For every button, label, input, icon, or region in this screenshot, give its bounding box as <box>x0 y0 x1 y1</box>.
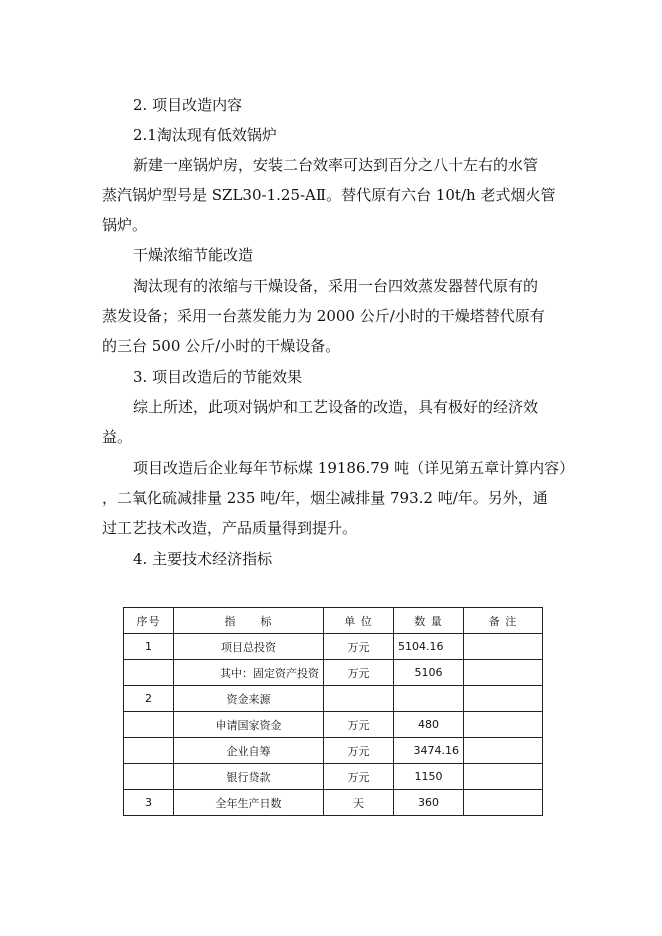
cell-unit: 万元 <box>324 738 394 764</box>
sub-heading: 干燥浓缩节能改造 <box>133 246 254 264</box>
para2-line1: 淘汰现有的浓缩与干燥设备，采用一台四效蒸发器替代原有的 <box>133 277 539 295</box>
para3-line1: 综上所述，此项对锅炉和工艺设备的改造，具有极好的经济效 <box>133 398 539 416</box>
cell-no <box>124 660 174 686</box>
cell-unit: 万元 <box>324 764 394 790</box>
cell-qty: 5106 <box>394 660 464 686</box>
table-row <box>124 660 543 686</box>
table-row <box>124 790 543 816</box>
header-item: 指 标 <box>174 608 324 634</box>
header-note: 备 注 <box>464 608 543 634</box>
heading-3: 3. 项目改造后的节能效果 <box>133 368 303 386</box>
cell-unit: 万元 <box>324 660 394 686</box>
para2-line3: 的三台 500 公斤/小时的干燥设备。 <box>102 337 341 355</box>
cell-note <box>464 712 543 738</box>
cell-no <box>124 712 174 738</box>
cell-unit: 万元 <box>324 712 394 738</box>
cell-note <box>464 686 543 712</box>
cell-qty: 1150 <box>394 764 464 790</box>
cell-item: 资金来源 <box>174 686 324 712</box>
cell-item: 全年生产日数 <box>174 790 324 816</box>
cell-qty: 5104.16 <box>394 634 464 660</box>
table-row <box>124 686 543 712</box>
heading-2: 2. 项目改造内容 <box>133 96 243 114</box>
cell-note <box>464 660 543 686</box>
cell-no: 3 <box>124 790 174 816</box>
table-row <box>124 738 543 764</box>
table-row <box>124 634 543 660</box>
cell-qty: 360 <box>394 790 464 816</box>
para3-line2: 益。 <box>102 428 133 446</box>
cell-item: 申请国家资金 <box>174 712 324 738</box>
cell-qty: 3474.16 <box>394 738 464 764</box>
heading-4: 4. 主要技术经济指标 <box>133 550 273 568</box>
cell-no: 1 <box>124 634 174 660</box>
cell-qty <box>394 686 464 712</box>
table-row <box>124 712 543 738</box>
cell-note <box>464 764 543 790</box>
table-header-row <box>124 608 543 634</box>
cell-item: 银行贷款 <box>174 764 324 790</box>
table-row <box>124 764 543 790</box>
cell-unit: 天 <box>324 790 394 816</box>
para1-line2: 蒸汽锅炉型号是 SZL30-1.25-AⅡ。替代原有六台 10t/h 老式烟火管 <box>102 186 556 204</box>
cell-no <box>124 738 174 764</box>
cell-note <box>464 738 543 764</box>
para2-line2: 蒸发设备；采用一台蒸发能力为 2000 公斤/小时的干燥塔替代原有 <box>102 307 545 325</box>
para1-line3: 锅炉。 <box>102 216 148 234</box>
cell-item: 项目总投资 <box>174 634 324 660</box>
cell-unit: 万元 <box>324 634 394 660</box>
para4-line1: 项目改造后企业每年节标煤 19186.79 吨（详见第五章计算内容） <box>133 459 575 477</box>
cell-unit <box>324 686 394 712</box>
cell-note <box>464 790 543 816</box>
cell-item: 其中：固定资产投资 <box>174 660 324 686</box>
cell-note <box>464 634 543 660</box>
header-unit: 单 位 <box>324 608 394 634</box>
header-qty: 数 量 <box>394 608 464 634</box>
para4-line2: ，二氧化硫减排量 235 吨/年，烟尘减排量 793.2 吨/年。另外，通 <box>102 489 548 507</box>
heading-2-1: 2.1淘汰现有低效锅炉 <box>133 126 277 144</box>
para1-line1: 新建一座锅炉房，安装二台效率可达到百分之八十左右的水管 <box>133 156 539 174</box>
cell-no <box>124 764 174 790</box>
cell-item: 企业自筹 <box>174 738 324 764</box>
cell-no: 2 <box>124 686 174 712</box>
para4-line3: 过工艺技术改造，产品质量得到提升。 <box>102 519 358 537</box>
indicators-table <box>123 607 543 816</box>
cell-qty: 480 <box>394 712 464 738</box>
header-no: 序号 <box>124 608 174 634</box>
